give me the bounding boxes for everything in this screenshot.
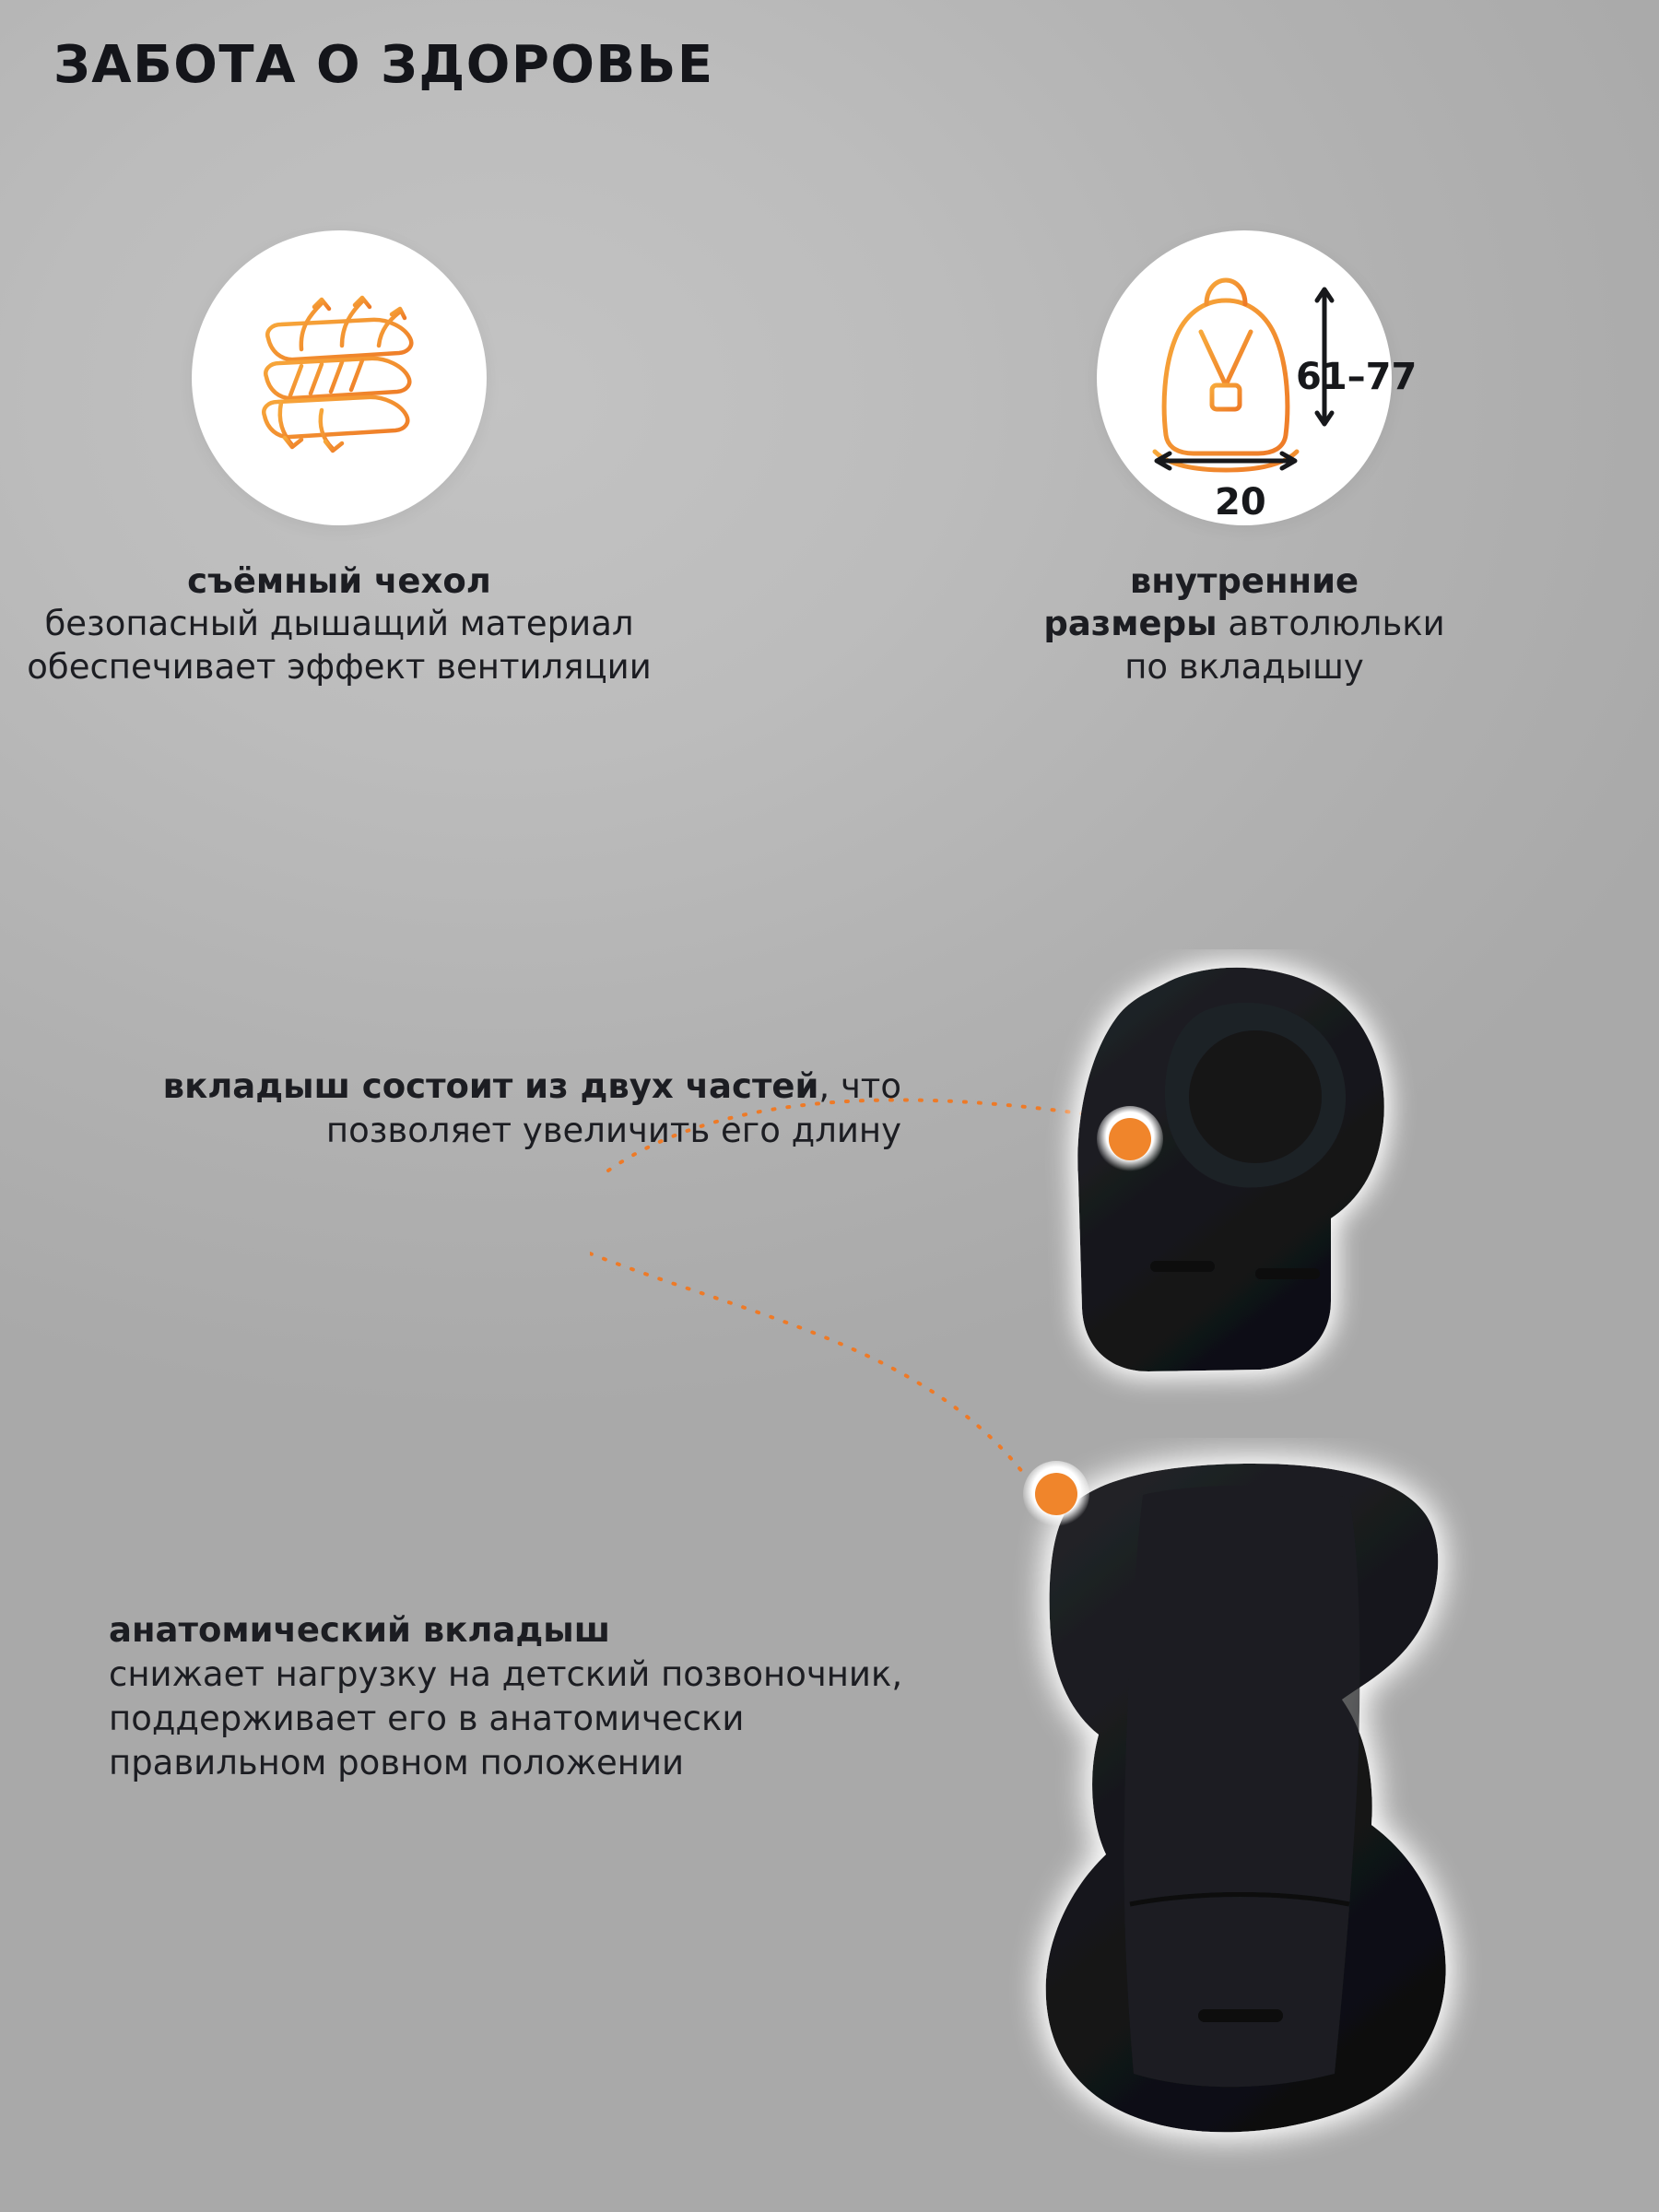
- feature-body: безопасный дышащий материал обеспечивает эффект вентиляции: [27, 604, 652, 687]
- hotspot-dot-core: [1109, 1118, 1151, 1160]
- feature-inner-dimensions: [931, 230, 1558, 688]
- feature-title-line1: внутренние: [1129, 561, 1359, 601]
- callout-anatomic-insert: [109, 1608, 920, 1785]
- feature-icon-bubble: [192, 230, 487, 525]
- insert-head-part-photo: [1014, 949, 1456, 1447]
- layered-fabric-ventilation-icon: [233, 281, 445, 475]
- dimension-width-label: 20: [1215, 481, 1266, 524]
- feature-title-rest: автолюльки: [1217, 604, 1445, 644]
- feature-title: съёмный чехол: [187, 561, 491, 601]
- insert-body-part-photo: [959, 1438, 1548, 2175]
- hotspot-dot-head[interactable]: [1097, 1106, 1163, 1172]
- feature-text: [26, 560, 653, 688]
- dimension-height-label: 61–77: [1296, 356, 1418, 398]
- feature-removable-cover: [26, 230, 653, 688]
- feature-body: по вкладышу: [1124, 646, 1364, 687]
- callout-bold: вкладыш состоит из двух частей: [162, 1066, 819, 1106]
- feature-text: [931, 560, 1558, 688]
- callout-rest: , что позволяет увеличить его длину: [325, 1066, 901, 1151]
- callout-bold: анатомический вкладыш: [109, 1610, 611, 1650]
- page-title: ЗАБОТА О ЗДОРОВЬЕ: [53, 35, 714, 95]
- callout-two-parts: [109, 1065, 901, 1153]
- feature-title-line2: размеры: [1043, 604, 1218, 644]
- callout-rest: снижает нагрузку на детский позвоночник, поддерживает его в анатомически правильном ровном положении: [109, 1654, 903, 1783]
- hotspot-dot-core: [1035, 1473, 1077, 1515]
- hotspot-dot-body[interactable]: [1023, 1461, 1089, 1527]
